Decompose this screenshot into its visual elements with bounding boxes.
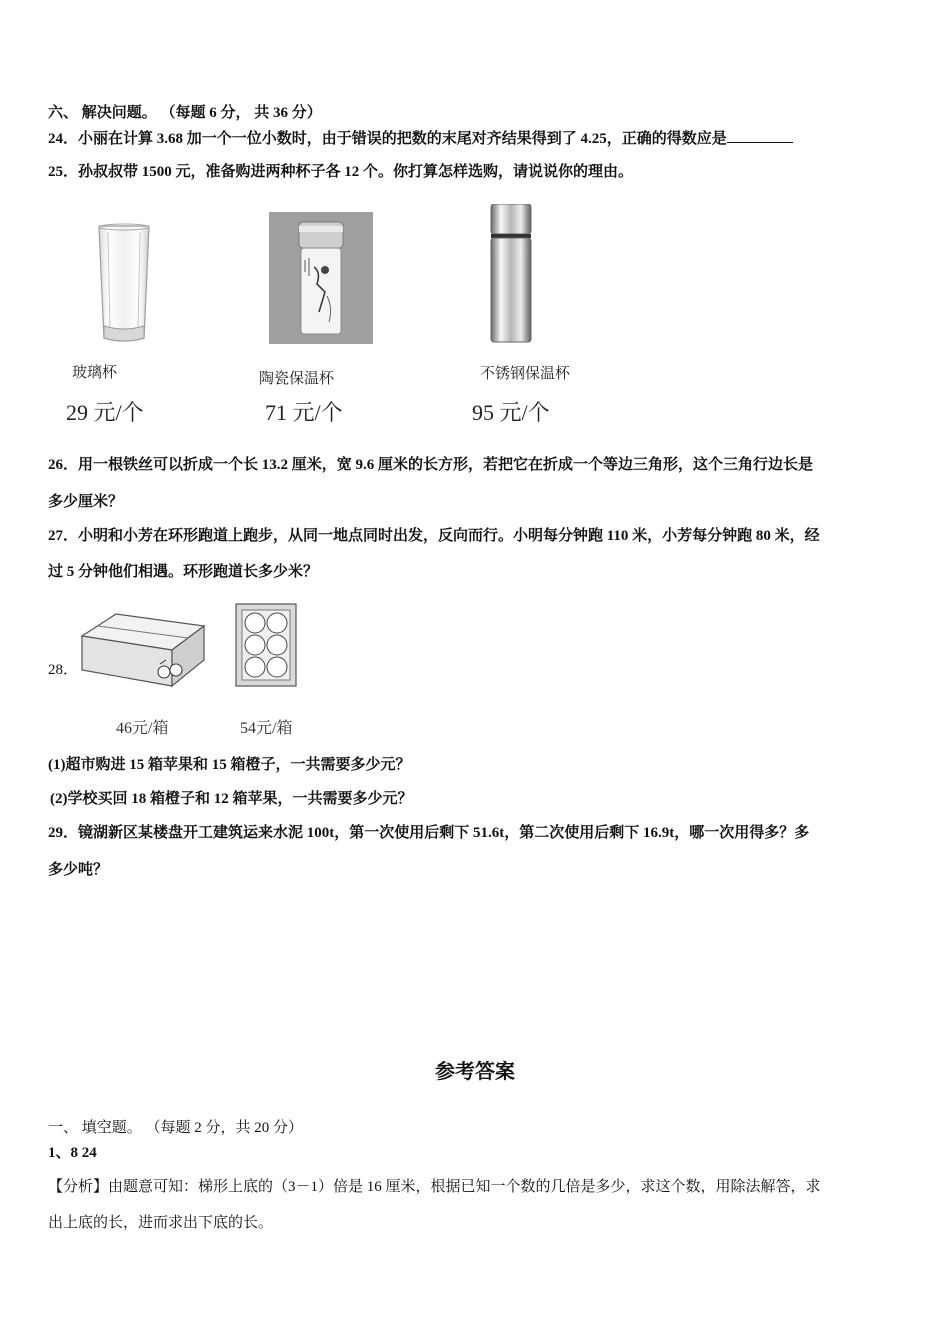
cup-name: 陶瓷保温杯 [259, 369, 335, 387]
analysis-line1: 【分析】由题意可知：梯形上底的（3－1）倍是 16 厘米，根据已知一个数的几倍是多少，求这个数，用除法解答，求 [48, 1179, 821, 1195]
analysis-line2: 出上底的长，进而求出下底的长。 [48, 1215, 274, 1231]
question-28-part1: (1)超市购进 15 箱苹果和 15 箱橙子，一共需要多少元？ [48, 757, 411, 773]
cup-price: 95 元/个 [472, 400, 550, 425]
question-29-line1: 29．镜湖新区某楼盘开工建筑运来水泥 100t，第一次使用后剩下 51.6t，第二次使用后剩下 16.9t，哪一次用得多？多 [48, 825, 810, 841]
question-25: 25．孙叔叔带 1500 元，准备购进两种杯子各 12 个。你打算怎样选购，请说说你的理由。 [48, 164, 634, 180]
cup-name: 玻璃杯 [72, 363, 118, 381]
question-29-line2: 多少吨？ [48, 862, 109, 878]
steel-thermos-icon [487, 204, 535, 349]
cup-price: 71 元/个 [265, 400, 343, 425]
answers-section1-heading: 一、 填空题。 （每题 2 分，共 20 分） [48, 1120, 304, 1136]
answer-1: 1、8 24 [48, 1145, 97, 1161]
cup-name: 不锈钢保温杯 [480, 364, 571, 382]
glass-cup-icon [96, 222, 152, 351]
apple-box-icon [80, 608, 208, 695]
question-24 [48, 128, 793, 149]
box-price: 46元/箱 [116, 720, 169, 737]
section6-heading: 六、 解决问题。 （每题 6 分， 共 36 分） [48, 105, 322, 121]
question-27-line2: 过 5 分钟他们相遇。环形跑道长多少米？ [48, 564, 319, 580]
answer-blank [727, 128, 793, 143]
question-28-label: 28． [48, 662, 79, 678]
question-26-line1: 26．用一根铁丝可以折成一个长 13.2 厘米，宽 9.6 厘米的长方形，若把它在折成一个等边三角形，这个三角行边长是 [48, 457, 814, 473]
question-24-text: 24．小丽在计算 3.68 加一个一位小数时，由于错误的把数的末尾对齐结果得到了 4.25，正确的得数应是 [48, 131, 727, 147]
question-28-part2: (2)学校买回 18 箱橙子和 12 箱苹果，一共需要多少元？ [50, 791, 413, 807]
question-27-line1: 27．小明和小芳在环形跑道上跑步，从同一地点同时出发，反向而行。小明每分钟跑 110 米，小芳每分钟跑 80 米，经 [48, 528, 820, 544]
orange-box-icon [234, 602, 298, 693]
box-price: 54元/箱 [240, 720, 293, 737]
ceramic-thermos-icon [269, 212, 373, 349]
cup-price: 29 元/个 [66, 400, 144, 425]
question-26-line2: 多少厘米？ [48, 494, 124, 510]
answers-title: 参考答案 [435, 1059, 515, 1083]
